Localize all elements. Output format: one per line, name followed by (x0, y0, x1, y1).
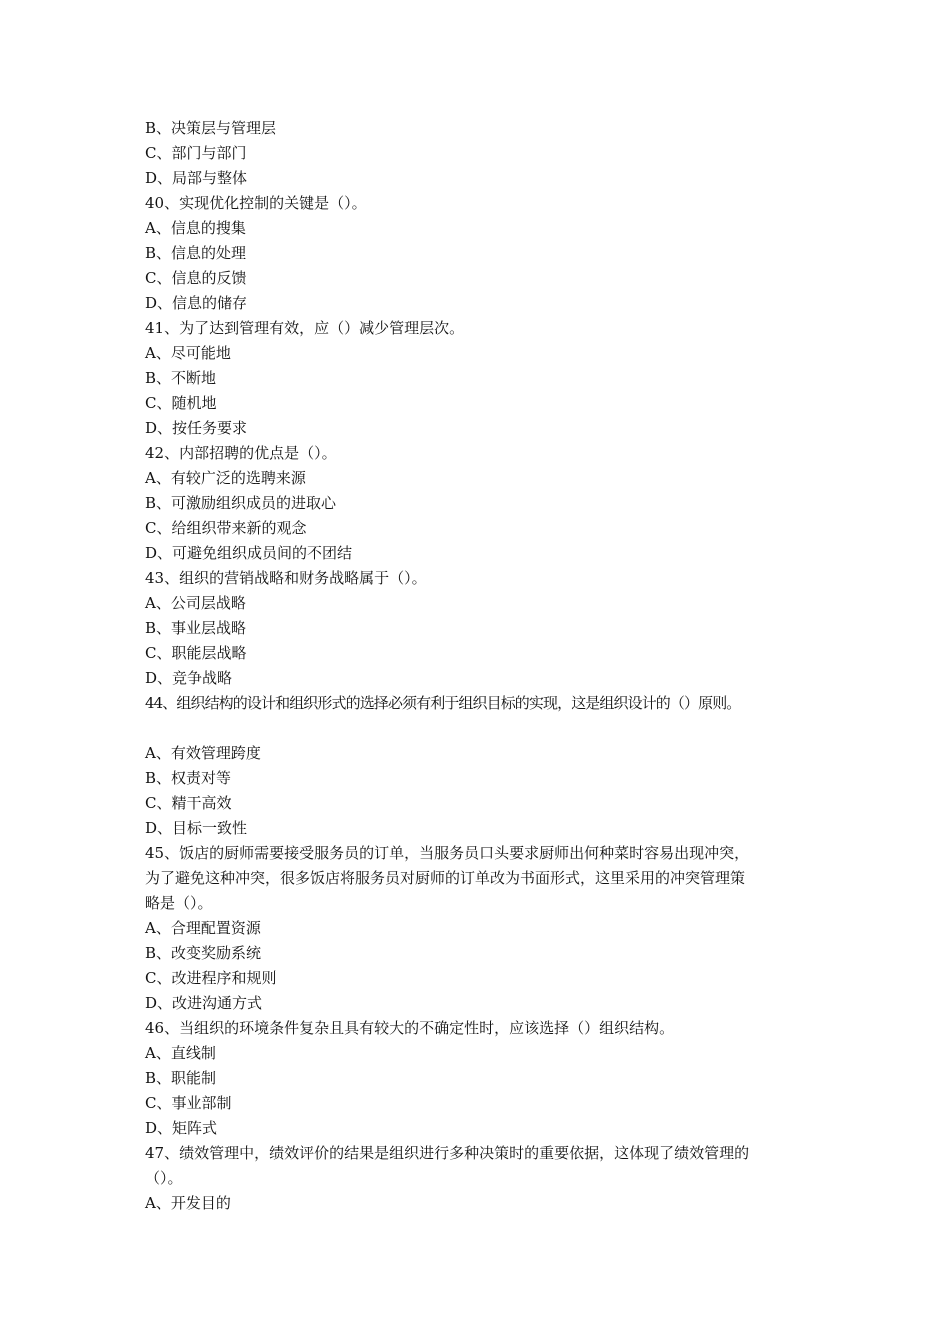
question-line: 40、实现优化控制的关键是（）。 (145, 194, 367, 212)
option-line: D、改进沟通方式 (145, 994, 263, 1012)
question-line: 43、组织的营销战略和财务战略属于（）。 (145, 569, 427, 587)
option-line: C、精干高效 (145, 794, 232, 812)
option-line: B、信息的处理 (145, 244, 247, 262)
option-line: A、直线制 (145, 1044, 216, 1062)
option-line: C、随机地 (145, 394, 217, 412)
option-line: A、尽可能地 (145, 344, 231, 362)
question-line: 为了避免这种冲突，很多饭店将服务员对厨师的订单改为书面形式，这里采用的冲突管理策 (145, 869, 746, 887)
option-line: D、按任务要求 (145, 419, 248, 437)
option-line: A、开发目的 (145, 1194, 231, 1212)
option-line: D、目标一致性 (145, 819, 248, 837)
question-line: 42、内部招聘的优点是（）。 (145, 444, 337, 462)
question-line: 44、组织结构的设计和组织形式的选择必须有利于组织目标的实现，这是组织设计的（）原则。 (145, 694, 741, 712)
option-line: D、矩阵式 (145, 1119, 218, 1137)
question-line: 47、绩效管理中，绩效评价的结果是组织进行多种决策时的重要依据，这体现了绩效管理的 (145, 1144, 750, 1162)
option-line: C、事业部制 (145, 1094, 232, 1112)
option-line: A、有较广泛的选聘来源 (145, 469, 306, 487)
option-line: D、可避免组织成员间的不团结 (145, 544, 353, 562)
question-line: （）。 (145, 1169, 183, 1187)
option-line: B、改变奖励系统 (145, 944, 262, 962)
option-line: C、部门与部门 (145, 144, 247, 162)
option-line: C、给组织带来新的观念 (145, 519, 307, 537)
option-line: C、改进程序和规则 (145, 969, 277, 987)
option-line: B、可激励组织成员的进取心 (145, 494, 337, 512)
option-line: B、职能制 (145, 1069, 217, 1087)
question-line: 41、为了达到管理有效，应（）减少管理层次。 (145, 319, 465, 337)
option-line: D、竞争战略 (145, 669, 233, 687)
option-line: B、决策层与管理层 (145, 119, 277, 137)
option-line: B、事业层战略 (145, 619, 247, 637)
option-line: B、不断地 (145, 369, 217, 387)
question-line: 45、饭店的厨师需要接受服务员的订单，当服务员口头要求厨师出何种菜时容易出现冲突， (145, 844, 750, 862)
option-line: C、职能层战略 (145, 644, 247, 662)
option-line: D、局部与整体 (145, 169, 248, 187)
question-line: 46、当组织的环境条件复杂且具有较大的不确定性时，应该选择（）组织结构。 (145, 1019, 675, 1037)
document-page (145, 116, 835, 1216)
blank-line (145, 716, 835, 741)
question-line: 略是（）。 (145, 894, 213, 912)
option-line: B、权责对等 (145, 769, 232, 787)
option-line: D、信息的储存 (145, 294, 248, 312)
option-line: C、信息的反馈 (145, 269, 247, 287)
option-line: A、信息的搜集 (145, 219, 246, 237)
option-line: A、合理配置资源 (145, 919, 261, 937)
option-line: A、公司层战略 (145, 594, 246, 612)
option-line: A、有效管理跨度 (145, 744, 261, 762)
